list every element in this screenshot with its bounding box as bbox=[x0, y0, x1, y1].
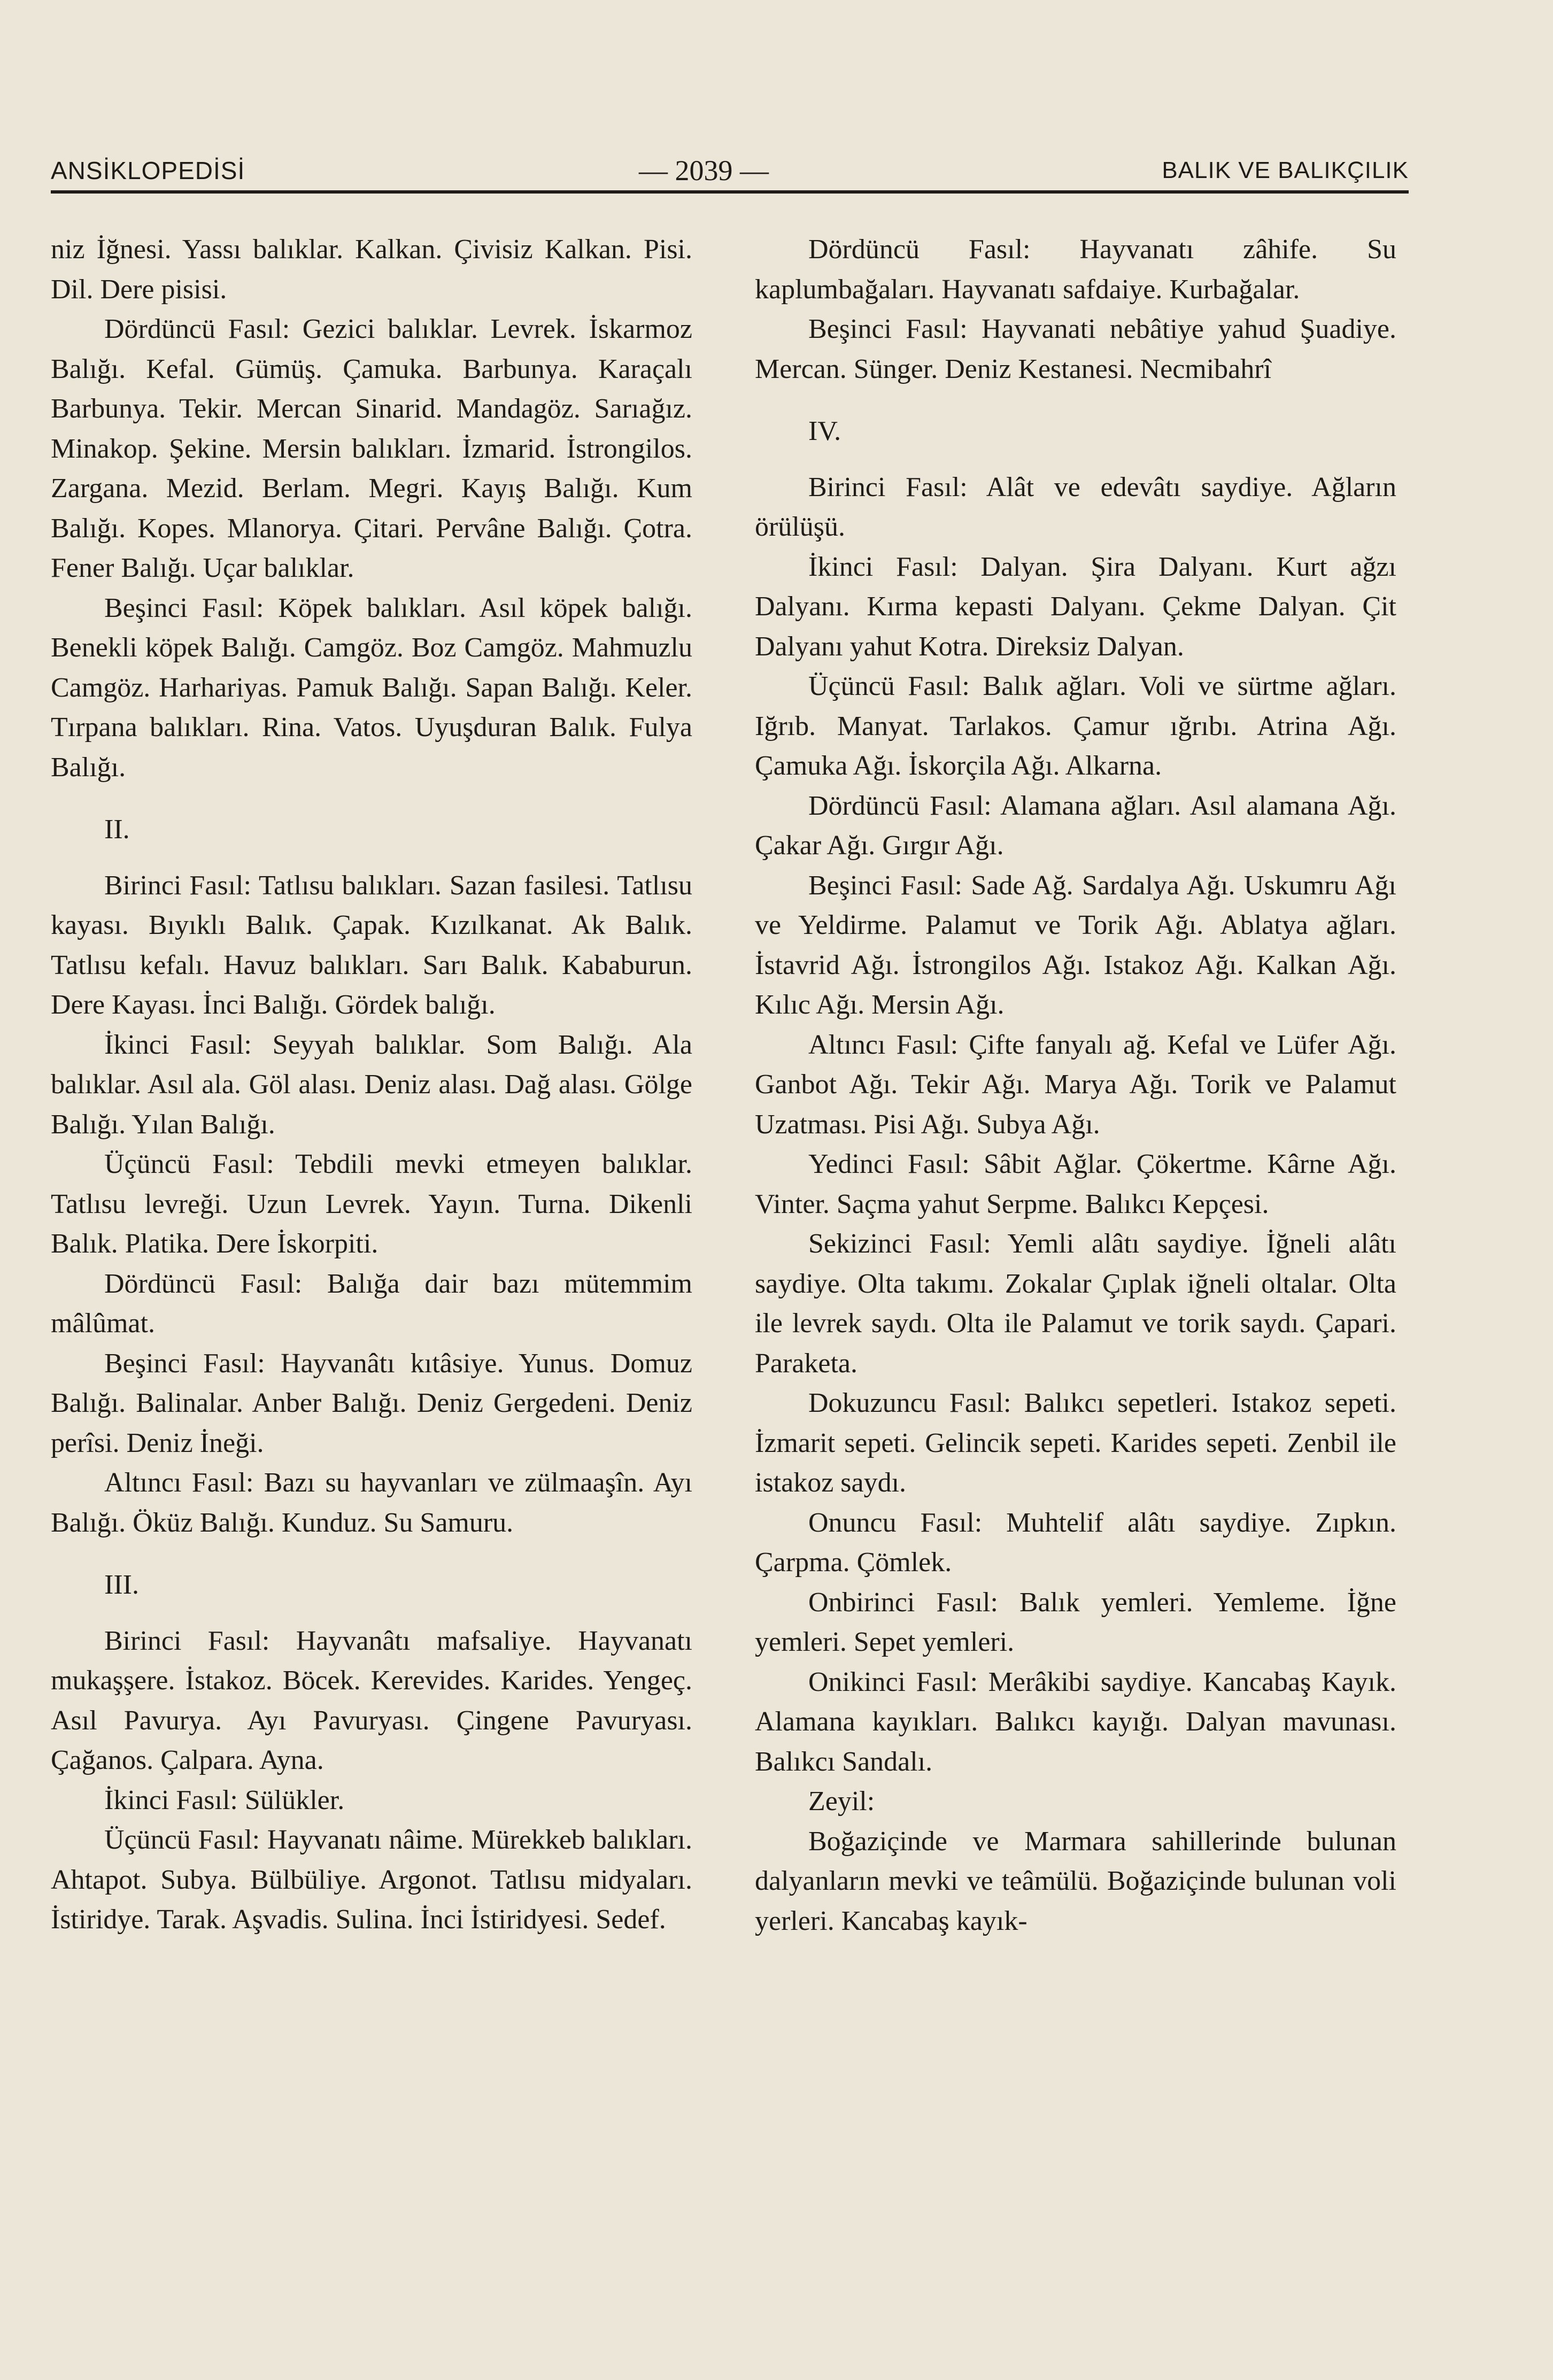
paragraph: Altıncı Fasıl: Bazı su hayvanları ve zülmaaşîn. Ayı Balığı. Öküz Balığı. Kunduz. Su Samuru. bbox=[51, 1467, 692, 1538]
paragraph: Üçüncü Fasıl: Balık ağları. Voli ve sürtme ağları. Iğrıb. Manyat. Tarlakos. Çamur ığrıbı. Atrina Ağı. Çamuka Ağı. İskorçila Ağı. Alkarna. bbox=[755, 671, 1396, 781]
right-column bbox=[755, 230, 1396, 1941]
paragraph: Dördüncü Fasıl: Alamana ağları. Asıl alamana Ağı. Çakar Ağı. Gırgır Ağı. bbox=[755, 790, 1396, 861]
paragraph: İkinci Fasıl: Sülükler. bbox=[104, 1784, 345, 1815]
paragraph: Üçüncü Fasıl: Tebdili mevki etmeyen balıklar. Tatlısu levreği. Uzun Levrek. Yayın. Turna. Dikenli Balık. Platika. Dere İskorpiti. bbox=[51, 1149, 692, 1259]
paragraph: Zeyil: bbox=[808, 1786, 875, 1817]
left-column bbox=[51, 230, 692, 1940]
paragraph: Dördüncü Fasıl: Hayvanatı zâhife. Su kaplumbağaları. Hayvanatı safdaiye. Kurbağalar. bbox=[755, 234, 1396, 305]
paragraph: Beşinci Fasıl: Sade Ağ. Sardalya Ağı. Uskumru Ağı ve Yeldirme. Palamut ve Torik Ağı. Ablatya ağları. İstavrid Ağı. İstrongilos Ağı. Istakoz Ağı. Kalkan Ağı. Kılıc Ağı. Mersin Ağı. bbox=[755, 870, 1396, 1020]
section-numeral: III. bbox=[104, 1570, 139, 1600]
paragraph: Dördüncü Fasıl: Gezici balıklar. Levrek. İskarmoz Balığı. Kefal. Gümüş. Çamuka. Barbunya. Karaçalı Barbunya. Tekir. Mercan Sinarid. Mandagöz. Sarıağız. Minakop. Şekine. Mersin balıkları. İzmarid. İstrongilos. Zargana. Mezid. Berlam. Megri. Kayış Balığı. Kum Balığı. Kopes. Mlanorya. Çitari. Pervâne Balığı. Çotra. Fener Balığı. Uçar balıklar. bbox=[51, 314, 692, 583]
page-header bbox=[51, 140, 1409, 194]
paragraph: Beşinci Fasıl: Köpek balıkları. Asıl köpek balığı. Benekli köpek Balığı. Camgöz. Boz Camgöz. Mahmuzlu Camgöz. Harhariyas. Pamuk Balığı. Sapan Balığı. Keler. Tırpana balıkları. Rina. Vatos. Uyuşduran Balık. Fulya Balığı. bbox=[51, 592, 692, 783]
page-number: — 2039 — bbox=[639, 154, 769, 187]
header-rule bbox=[51, 190, 1409, 194]
paragraph: Üçüncü Fasıl: Hayvanatı nâime. Mürekkeb balıkları. Ahtapot. Subya. Bülbüliye. Argonot. Tatlısu midyaları. İstiridye. Tarak. Aşvadis. Sulina. İnci İstiridyesi. Sedef. bbox=[51, 1825, 692, 1935]
paragraph: İkinci Fasıl: Dalyan. Şira Dalyanı. Kurt ağzı Dalyanı. Kırma kepasti Dalyanı. Çekme Dalyan. Çit Dalyanı yahut Kotra. Direksiz Dalyan. bbox=[755, 551, 1396, 662]
paragraph: Dokuzuncu Fasıl: Balıkcı sepetleri. Istakoz sepeti. İzmarit sepeti. Gelincik sepeti. Karides sepeti. Zenbil ile istakoz saydı. bbox=[755, 1388, 1396, 1498]
paragraph: Sekizinci Fasıl: Yemli alâtı saydiye. İğneli alâtı saydiye. Olta takımı. Zokalar Çıplak iğneli oltalar. Olta ile levrek saydı. Olta ile Palamut ve torik saydı. Çapari. Paraketa. bbox=[755, 1228, 1396, 1379]
paragraph: Altıncı Fasıl: Çifte fanyalı ağ. Kefal ve Lüfer Ağı. Ganbot Ağı. Tekir Ağı. Marya Ağı. Torik ve Palamut Uzatması. Pisi Ağı. Subya Ağı. bbox=[755, 1029, 1396, 1140]
paragraph: Birinci Fasıl: Alât ve edevâtı saydiye. Ağların örülüşü. bbox=[755, 472, 1396, 542]
paragraph: Birinci Fasıl: Hayvanâtı mafsaliye. Hayvanatı mukaşşere. İstakoz. Böcek. Kerevides. Karides. Yengeç. Asıl Pavurya. Ayı Pavuryası. Çingene Pavuryası. Çağanos. Çalpara. Ayna. bbox=[51, 1625, 692, 1775]
paragraph: Yedinci Fasıl: Sâbit Ağlar. Çökertme. Kârne Ağı. Vinter. Saçma yahut Serpme. Balıkcı Kepçesi. bbox=[755, 1149, 1396, 1219]
paragraph: niz İğnesi. Yassı balıklar. Kalkan. Çivisiz Kalkan. Pisi. Dil. Dere pisisi. bbox=[51, 234, 692, 305]
section-numeral: II. bbox=[104, 814, 130, 845]
header-running-title-right: BALIK VE BALIKÇILIK bbox=[1162, 157, 1409, 183]
paragraph: Beşinci Fasıl: Hayvanati nebâtiye yahud Şuadiye. Mercan. Sünger. Deniz Kestanesi. Necmibahrî bbox=[755, 314, 1396, 384]
section-numeral: IV. bbox=[808, 416, 841, 446]
paragraph: Dördüncü Fasıl: Balığa dair bazı mütemmim mâlûmat. bbox=[51, 1268, 692, 1339]
paragraph: Onbirinci Fasıl: Balık yemleri. Yemleme. İğne yemleri. Sepet yemleri. bbox=[755, 1587, 1396, 1657]
paragraph: Beşinci Fasıl: Hayvanâtı kıtâsiye. Yunus. Domuz Balığı. Balinalar. Anber Balığı. Deniz Gergedeni. Deniz perîsi. Deniz İneği. bbox=[51, 1348, 692, 1458]
paragraph: İkinci Fasıl: Seyyah balıklar. Som Balığı. Ala balıklar. Asıl ala. Göl alası. Deniz alası. Dağ alası. Gölge Balığı. Yılan Balığı. bbox=[51, 1029, 692, 1140]
paragraph: Boğaziçinde ve Marmara sahillerinde bulunan dalyanların mevki ve teâmülü. Boğaziçinde bulunan voli yerleri. Kancabaş kayık- bbox=[755, 1826, 1396, 1936]
header-running-title-left: ANSİKLOPEDİSİ bbox=[51, 157, 245, 184]
paragraph: Onikinci Fasıl: Merâkibi saydiye. Kancabaş Kayık. Alamana kayıkları. Balıkcı kayığı. Dalyan mavunası. Balıkcı Sandalı. bbox=[755, 1666, 1396, 1777]
paragraph: Onuncu Fasıl: Muhtelif alâtı saydiye. Zıpkın. Çarpma. Çömlek. bbox=[755, 1507, 1396, 1578]
paragraph: Birinci Fasıl: Tatlısu balıkları. Sazan fasilesi. Tatlısu kayası. Bıyıklı Balık. Çapak. Kızılkanat. Ak Balık. Tatlısu kefalı. Havuz balıkları. Sarı Balık. Kababurun. Dere Kayası. İnci Balığı. Gördek balığı. bbox=[51, 870, 692, 1020]
